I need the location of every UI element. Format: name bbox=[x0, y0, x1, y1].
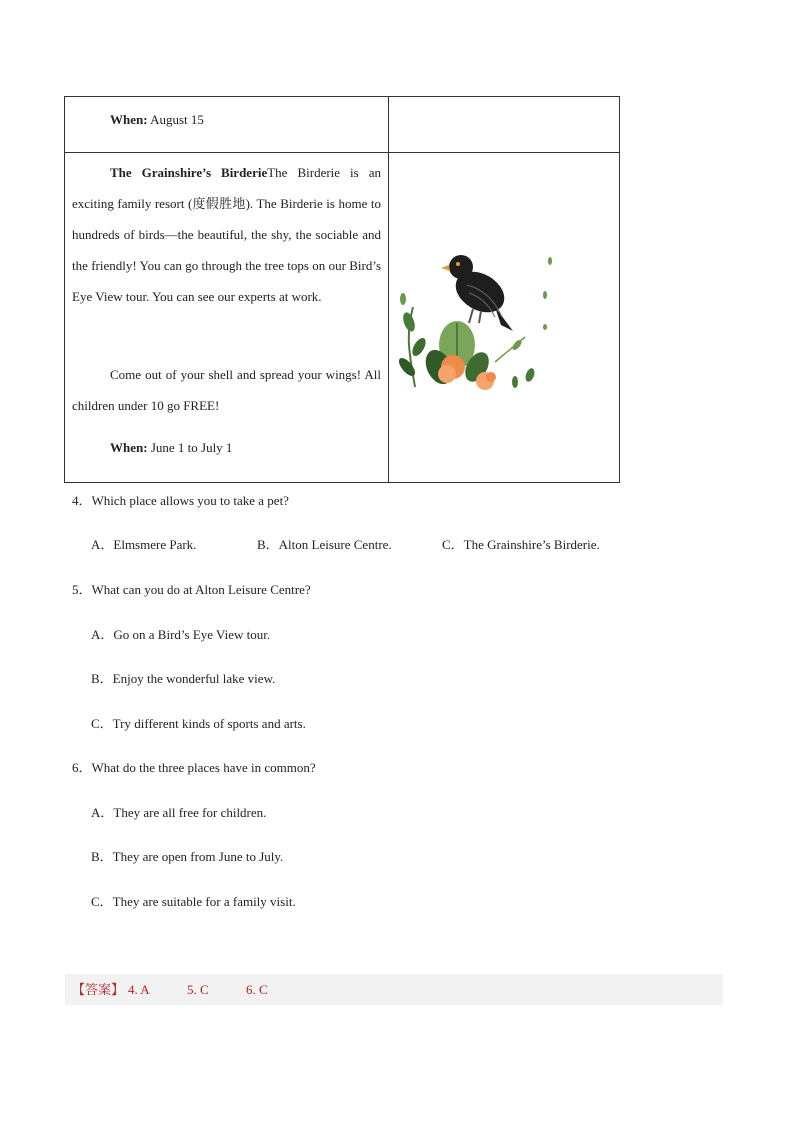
answer-item-5: 5. C bbox=[187, 982, 209, 997]
when-row-2 bbox=[110, 439, 232, 457]
birderie-offer bbox=[72, 359, 381, 421]
when-value: August 15 bbox=[147, 112, 204, 127]
birderie-description bbox=[72, 157, 381, 312]
question-4-option-b: B．Alton Leisure Centre. bbox=[257, 537, 392, 552]
birderie-offer-text: Come out of your shell and spread your wings! All children under 10 go FREE! bbox=[72, 367, 381, 413]
question-6-option-a: A．They are all free for children. bbox=[91, 805, 267, 820]
when-row-1 bbox=[110, 111, 204, 129]
question-4-option-c: C．The Grainshire’s Birderie. bbox=[442, 537, 600, 552]
question-5-option-a: A．Go on a Bird’s Eye View tour. bbox=[91, 627, 271, 642]
question-5-option-b: B．Enjoy the wonderful lake view. bbox=[91, 671, 276, 686]
when-label: When: bbox=[110, 112, 148, 127]
birderie-body: The Birderie is an exciting family resort (度假胜地). The Birderie is home to hundreds of birds—the beautiful, the shy, the sociable and the friendly! You can go through the tree tops on our Bird’s Eye View tour. You can see our experts at work. bbox=[72, 165, 381, 304]
question-4-option-a: A．Elmsmere Park. bbox=[91, 537, 197, 552]
when-value-2: June 1 to July 1 bbox=[147, 440, 233, 455]
bird-illustration-icon bbox=[395, 227, 555, 397]
when-label-2: When: bbox=[110, 440, 148, 455]
answer-bar bbox=[65, 974, 723, 1005]
question-6-option-b: B．They are open from June to July. bbox=[91, 849, 284, 864]
answer-item-4: 4. A bbox=[128, 982, 150, 997]
table-divider-vertical bbox=[388, 97, 389, 482]
birderie-title: The Grainshire’s Birderie bbox=[110, 165, 268, 180]
answer-item-6: 6. C bbox=[246, 982, 268, 997]
question-4: 4．Which place allows you to take a pet? bbox=[72, 493, 289, 508]
question-6: 6．What do the three places have in common? bbox=[72, 760, 316, 775]
question-5: 5．What can you do at Alton Leisure Centre? bbox=[72, 582, 311, 597]
event-table bbox=[64, 96, 620, 483]
question-6-option-c: C．They are suitable for a family visit. bbox=[91, 894, 296, 909]
table-divider-horizontal bbox=[65, 152, 619, 153]
question-5-option-c: C．Try different kinds of sports and arts. bbox=[91, 716, 306, 731]
answer-label: 【答案】 bbox=[72, 982, 125, 997]
